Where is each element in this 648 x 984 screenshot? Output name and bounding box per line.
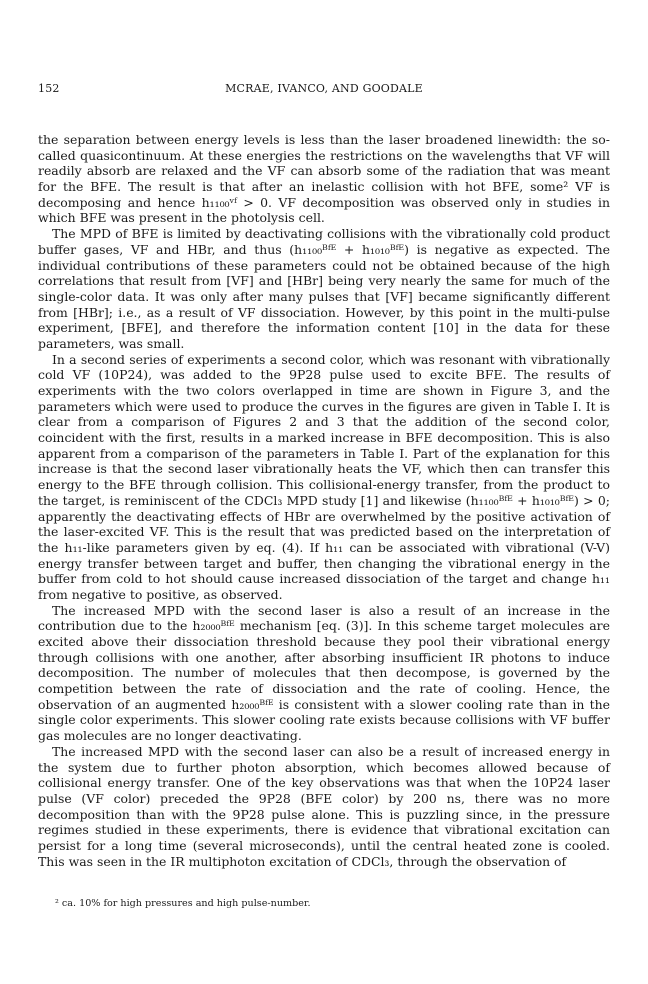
paragraph-4: The increased MPD with the second laser is also a result of an increase in the contribution due to the h₂₀₀₀ᴮᶠᴱ mechanism [eq. (3)]. In this scheme target molecules are excited above their dissociation threshold because they pool their vibrational energy through collisions with one another, after absorbing insufficient IR photons to induce decomposition. The number of molecules that then decompose, is governed by the competition between the rate of dissociation and the rate of cooling. Hence, the observation of an augmented h₂₀₀₀ᴮᶠᴱ is consistent with a slower cooling rate than in the single color experiments. This slower cooling rate exists because collisions with VF buffer gas molecules are no longer deactivating.	[38, 602, 610, 744]
paragraph-2: The MPD of BFE is limited by deactivating collisions with the vibrationally cold product buffer gases, VF and HBr, and thus (h₁₁₀₀ᴮᶠᴱ + h₁₀₁₀ᴮᶠᴱ) is negative as expected. The individual contributions of these parameters could not be obtained because of the high correlations that result from [VF] and [HBr] being very nearly the same for much of the single-color data. It was only after many pulses that [VF] became significantly different from [HBr]; i.e., as a result of VF dissociation. However, by this point in the multi-pulse experiment, [BFE], and therefore the information content [10] in the data for these parameters, was small.	[38, 226, 610, 351]
page-header	[38, 82, 610, 98]
running-head: MCRAE, IVANCO, AND GOODALE	[225, 82, 423, 95]
paragraph-1: the separation between energy levels is less than the laser broadened linewidth: the so-called quasicontinuum. At these energies the restrictions on the wavelengths that VF will readily absorb are relaxed and the VF can absorb some of the radiation that was meant for the BFE. The result is that after an inelastic collision with hot BFE, some² VF is decomposing and hence h₁₁₀₀ᵛᶠ > 0. VF decomposition was observed only in studies in which BFE was present in the photolysis cell.	[38, 132, 610, 226]
page-number: 152	[38, 82, 60, 95]
footnote: ² ca. 10% for high pressures and high pulse-number.	[55, 898, 311, 909]
paragraph-3: In a second series of experiments a second color, which was resonant with vibrationally cold VF (10P24), was added to the 9P28 pulse used to excite BFE. The results of experiments with the two colors overlapped in time are shown in Figure 3, and the parameters which were used to produce the curves in the figures are given in Table I. It is clear from a comparison of Figures 2 and 3 that the addition of the second color, coincident with the first, results in a marked increase in BFE decomposition. This is also apparent from a comparison of the parameters in Table I. Part of the explanation for this increase is that the second laser vibrationally heats the VF, which then can transfer this energy to the BFE through collision. This collisional-energy transfer, from the product to the target, is reminiscent of the CDCl₃ MPD study [1] and likewise (h₁₁₀₀ᴮᶠᴱ + h₁₀₁₀ᴮᶠᴱ) > 0; apparently the deactivating effects of HBr are overwhelmed by the positive activation of the laser-excited VF. This is the result that was predicted based on the interpretation of the h₁₁-like parameters given by eq. (4). If h₁₁ can be associated with vibrational (V-V) energy transfer between target and buffer, then changing the vibrational energy in the buffer from cold to hot should cause increased dissociation of the target and change h₁₁ from negative to positive, as observed.	[38, 351, 610, 602]
body-text	[38, 132, 610, 869]
paragraph-5: The increased MPD with the second laser can also be a result of increased energy in the system due to further photon absorption, which becomes allowed because of collisional energy transfer. One of the key observations was that when the 10P24 laser pulse (VF color) preceded the 9P28 (BFE color) by 200 ns, there was no more decomposition than with the 9P28 pulse alone. This is puzzling since, in the pressure regimes studied in these experiments, there is evidence that vibrational excitation can persist for a long time (several microseconds), until the central heated zone is cooled. This was seen in the IR multiphoton excitation of CDCl₃, through the observation of	[38, 743, 610, 869]
